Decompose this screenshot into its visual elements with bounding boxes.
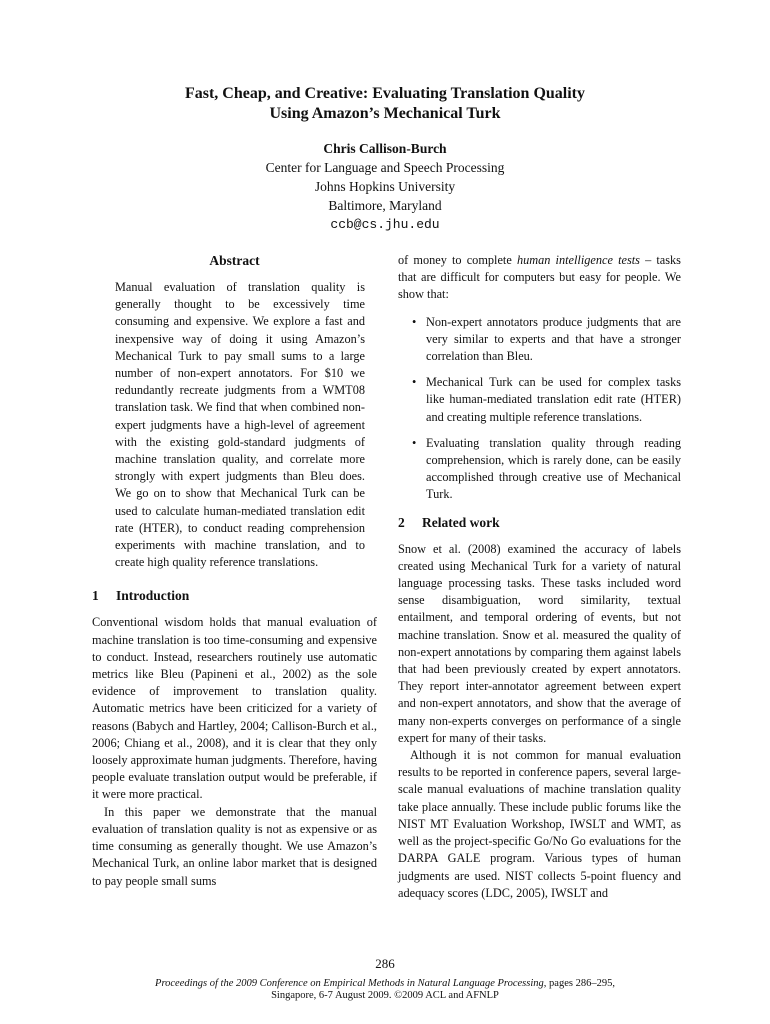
list-item (398, 435, 681, 504)
section-title: Related work (422, 514, 500, 530)
list-item (398, 314, 681, 366)
bullet-icon: • (412, 314, 417, 329)
continuation-post: – tasks that are difficult for computers but easy for people. We show that: (398, 253, 681, 302)
intro-continuation (398, 252, 681, 304)
proceedings-footer (60, 978, 710, 1002)
author-affiliation-2: Johns Hopkins University (314, 179, 456, 194)
list-item-text: Non-expert annotators produce judgments that are very similar to experts and that have a stronger correlation than Bleu. (426, 314, 681, 364)
section-heading-introduction (92, 587, 377, 605)
bullet-icon: • (412, 435, 417, 450)
author-email: ccb@cs.jhu.edu (330, 217, 440, 232)
list-item-text: Mechanical Turk can be used for complex tasks like human-mediated translation edit rate (HTER) and creating multiple reference translations. (426, 375, 681, 424)
related-paragraph-2: Although it is not common for manual evaluation results to be reported in conference papers, several large-scale manual evaluations of machine translation quality take place annually. These include public forums like the NIST MT Evaluation Workshop, IWSLT and WMT, as well as the project-specific Go/No Go evaluations for the DARPA GALE program. Various types of human judgments are used. NIST collects 5-point fluency and adequacy scores (LDC, 2005), IWSLT and (398, 748, 681, 900)
list-item-text: Evaluating translation quality through reading comprehension, which is rarely done, can be easily accomplished through creative use of Mechanical Turk. (426, 435, 681, 502)
page-number: 286 (375, 956, 395, 971)
section-title: Introduction (116, 588, 190, 604)
left-column (92, 252, 377, 890)
related-paragraph-1: Snow et al. (2008) examined the accuracy of labels created using Mechanical Turk for a variety of natural language processing tasks. These tasks included word sense disambiguation, word similarity, textual entailment, and temporal ordering of events, but not machine translation. Snow et al. measured the quality of non-expert annotations by comparing them against labels that had been previously created by expert annotators. They report inter-annotator agreement between expert and non-expert annotators, and show that the average of many non-experts converges on performance of a single expert for many of their tasks. (398, 541, 681, 745)
intro-paragraph-1: Conventional wisdom holds that manual evaluation of machine translation is too time-consuming and expensive to conduct. Instead, researchers routinely use automatic metrics like Bleu (Papineni et al., 2002) as the sole evidence of improvement to translation quality. Automatic metrics have been criticized for a variety of reasons (Babych and Hartley, 2004; Callison-Burch et al., 2006; Chiang et al., 2008), and it is clear that they only loosely approximate human judgments. Therefore, having people evaluate translation output would be preferable, if it were more practical. (92, 615, 377, 802)
right-column (398, 252, 681, 902)
title-line-1: Fast, Cheap, and Creative: Evaluating Translation Quality (184, 85, 586, 102)
section-heading-related-work (398, 514, 681, 532)
list-item (398, 374, 681, 426)
footer-venue: Proceedings of the 2009 Conference on Empirical Methods in Natural Language Processing (155, 978, 544, 989)
footer-line-1 (60, 978, 710, 990)
author-name: Chris Callison-Burch (323, 141, 447, 156)
continuation-pre: of money to complete (398, 253, 517, 267)
footer-line-2: Singapore, 6-7 August 2009. ©2009 ACL and AFNLP (271, 990, 499, 1001)
paper-title (60, 84, 710, 124)
continuation-italic: human intelligence tests (516, 253, 640, 267)
contribution-list (398, 314, 681, 504)
abstract-heading: Abstract (209, 253, 260, 268)
author-block (160, 139, 610, 234)
author-affiliation-1: Center for Language and Speech Processing (265, 160, 505, 175)
author-location: Baltimore, Maryland (328, 198, 442, 213)
footer-pages: , pages 286–295, (543, 978, 615, 989)
section-number: 2 (398, 514, 405, 530)
section-number: 1 (92, 588, 99, 604)
title-line-2: Using Amazon’s Mechanical Turk (269, 105, 501, 122)
intro-paragraph-2: In this paper we demonstrate that the manual evaluation of translation quality is not as expensive or as time consuming as generally thought. We use Amazon’s Mechanical Turk, an online labor market that is designed to pay people small sums (92, 804, 377, 888)
bullet-icon: • (412, 375, 417, 390)
abstract-text: Manual evaluation of translation quality is generally thought to be excessively time consuming and expensive. We explore a fast and inexpensive way of doing it using Amazon’s Mechanical Turk to pay small sums to a large number of non-expert annotators. For $10 we redundantly recreate judgments from a WMT08 translation task. We find that when combined non-expert judgments have a high-level of agreement with the existing gold-standard judgments of machine translation quality, and correlate more strongly with expert judgments than Bleu does. We go on to show that Mechanical Turk can be used to calculate human-mediated translation edit rate (HTER), to conduct reading comprehension experiments with machine translation, and to create high quality reference translations. (115, 280, 365, 570)
